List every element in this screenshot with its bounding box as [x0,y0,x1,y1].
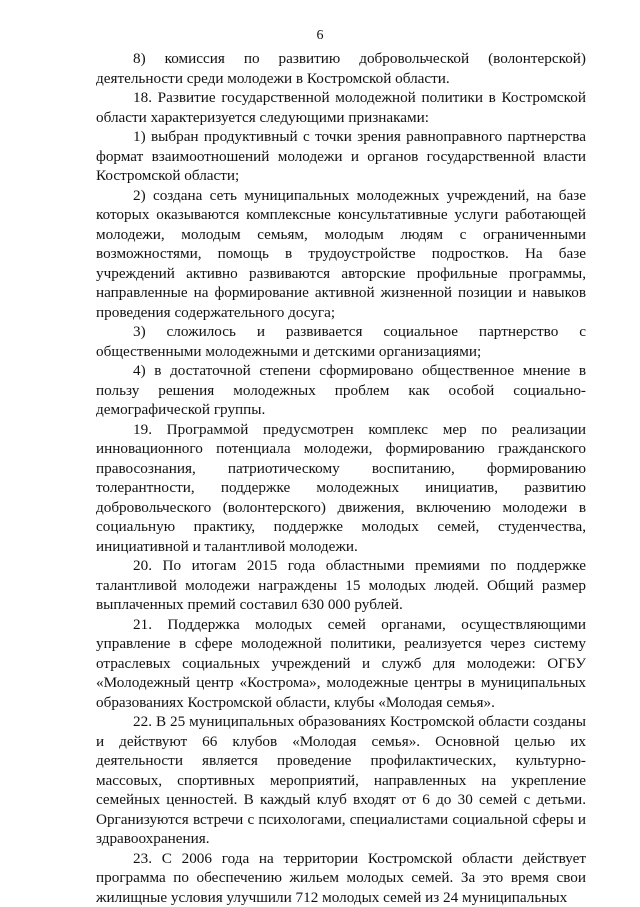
paragraph-21: 21. Поддержка молодых семей органами, осуществляющими управление в сфере молодежной политики, реализуется через систему отраслевых социальных учреждений и служб для молодежи: ОГБУ «Молодежный центр «Кострома», молодежные центры в муниципальных образованиях Костромской области, клубы «Молодая семья». [96,615,586,713]
paragraph-20: 20. По итогам 2015 года областными премиями по поддержке талантливой молодежи награждены 15 молодых людей. Общий размер выплаченных премий составил 630 000 рублей. [96,556,586,615]
page-number: 6 [0,28,640,44]
document-body [96,49,586,907]
paragraph-18: 18. Развитие государственной молодежной политики в Костромской области характеризуется следующими признаками: [96,88,586,127]
paragraph-18-item-4: 4) в достаточной степени сформировано общественное мнение в пользу решения молодежных проблем как особой социально-демографической группы. [96,361,586,420]
paragraph-19: 19. Программой предусмотрен комплекс мер по реализации инновационного потенциала молодежи, формированию гражданского правосознания, патриотическому воспитанию, формированию толерантности, поддержке молодежных инициатив, развитию добровольческого (волонтерского) движения, включению молодежи в социальную практику, поддержке молодых семей, студенчества, инициативной и талантливой молодежи. [96,420,586,557]
paragraph-23: 23. С 2006 года на территории Костромской области действует программа по обеспечению жильем молодых семей. За это время свои жилищные условия улучшили 712 молодых семей из 24 муниципальных [96,849,586,907]
paragraph-18-item-1: 1) выбран продуктивный с точки зрения равноправного партнерства формат взаимоотношений молодежи и органов государственной власти Костромской области; [96,127,586,186]
paragraph-item-8: 8) комиссия по развитию добровольческой (волонтерской) деятельности среди молодежи в Костромской области. [96,49,586,88]
paragraph-18-item-2: 2) создана сеть муниципальных молодежных учреждений, на базе которых оказываются комплексные консультативные услуги работающей молодежи, молодым семьям, молодым людям с ограниченными возможностями, помощь в трудоустройстве подростков. На базе учреждений активно развиваются авторские профильные программы, направленные на формирование активной жизненной позиции и навыков проведения содержательного досуга; [96,186,586,323]
paragraph-22: 22. В 25 муниципальных образованиях Костромской области созданы и действуют 66 клубов «Молодая семья». Основной целью их деятельности является проведение профилактических, культурно-массовых, спортивных мероприятий, направленных на укрепление семейных ценностей. В каждый клуб входят от 6 до 30 семей с детьми. Организуются встречи с психологами, специалистами социальной сферы и здравоохранения. [96,712,586,849]
paragraph-18-item-3: 3) сложилось и развивается социальное партнерство с общественными молодежными и детскими организациями; [96,322,586,361]
